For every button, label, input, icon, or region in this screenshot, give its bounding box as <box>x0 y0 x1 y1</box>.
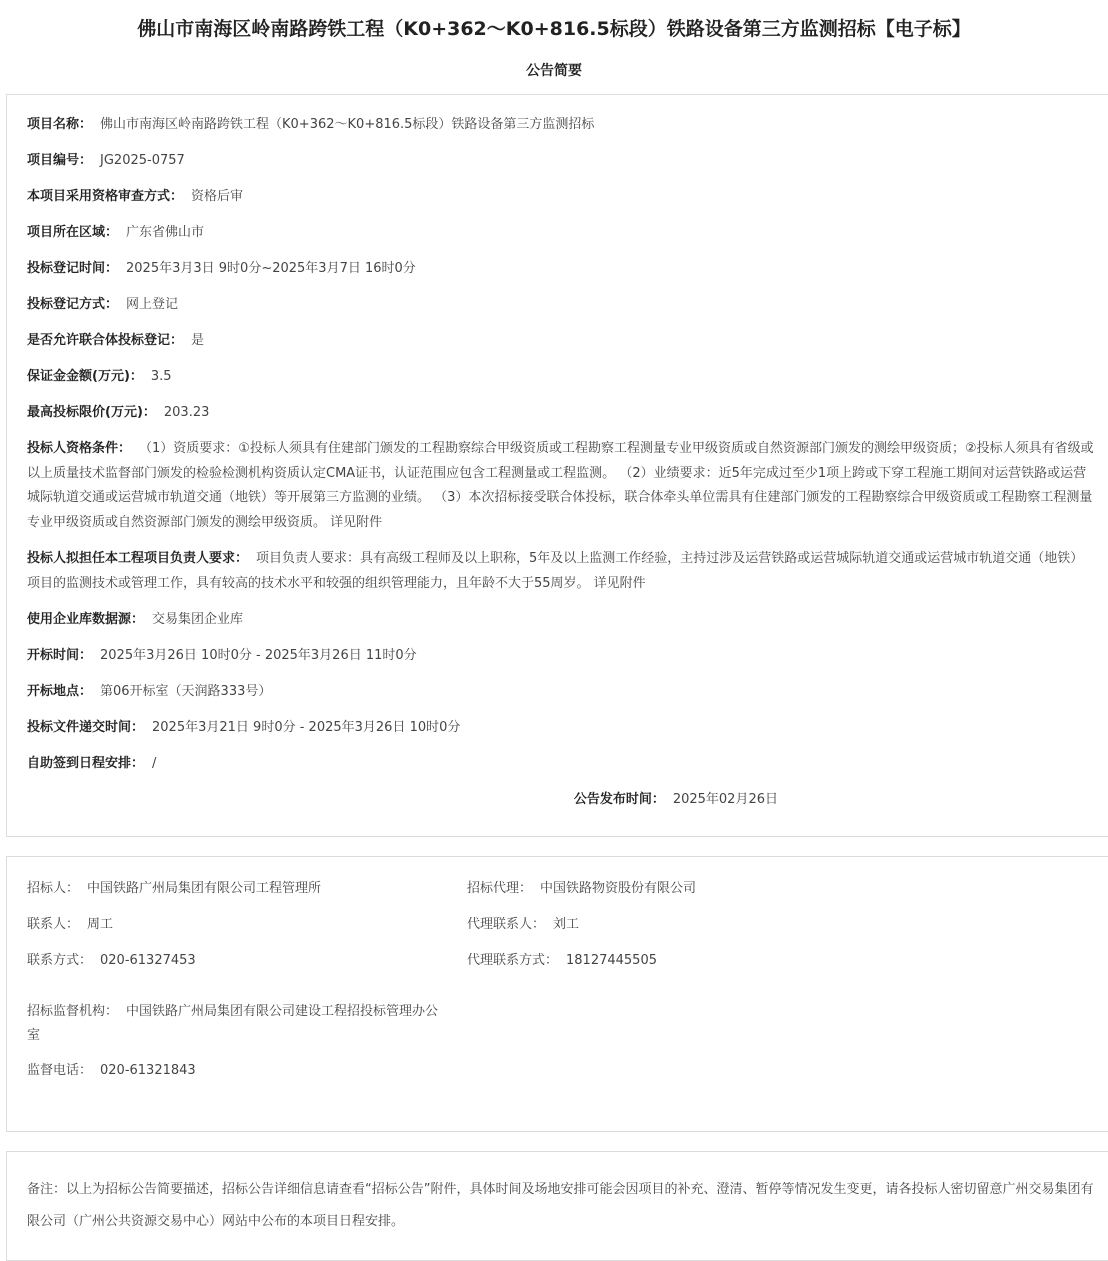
contact-value: 中国铁路广州局集团有限公司建设工程招投标管理办公室 <box>27 1004 439 1043</box>
contact-value: 020-61321843 <box>100 1063 196 1078</box>
field-label: 投标文件递交时间： <box>27 720 145 735</box>
field-label: 投标人资格条件： <box>27 441 132 456</box>
field-value: 3.5 <box>150 369 172 384</box>
field-label: 项目所在区域： <box>27 225 119 240</box>
contact-label: 联系人： <box>27 917 80 932</box>
publish-value: 2025年02月26日 <box>672 792 778 807</box>
field-label: 是否允许联合体投标登记： <box>27 333 184 348</box>
contact-label: 联系方式： <box>27 953 93 968</box>
field-value: JG2025-0757 <box>100 153 185 168</box>
field-value: 2025年3月26日 10时0分 - 2025年3月26日 11时0分 <box>100 648 417 663</box>
field-value: （1）资质要求：①投标人须具有住建部门颁发的工程勘察综合甲级资质或工程勘察工程测量专业甲级资质或自然资源部门颁发的测绘甲级资质；②投标人须具有省级或以上质量技术监督部门颁发的检验检测机构资质认定CMA证书，认证范围应包含工程测量或工程监测。 （2）业绩要求：近5年完成过至少1项上跨或下穿工程施工期间对运营铁路或运营城际轨道交通或运营城市轨道交通（地铁）等开展第三方监测的业绩。 （3）本次招标接受联合体投标，联合体牵头单位需具有住建部门颁发的工程勘察综合甲级资质或工程勘察工程测量专业甲级资质或自然资源部门颁发的测绘甲级资质。 详见附件 <box>27 441 1094 530</box>
field-label: 投标人拟担任本工程项目负责人要求： <box>27 551 249 566</box>
contact-label: 招标代理： <box>467 881 533 896</box>
contact-item <box>27 877 321 901</box>
field-row <box>27 293 1096 317</box>
field-row <box>27 752 1096 776</box>
field-label: 投标登记时间： <box>27 261 119 276</box>
contact-item <box>27 949 196 973</box>
contact-item <box>27 913 113 937</box>
page-subtitle: 公告简要 <box>526 63 582 79</box>
contact-value: 020-61327453 <box>100 953 196 968</box>
field-value: 交易集团企业库 <box>152 612 244 627</box>
field-row <box>27 547 1096 596</box>
field-row <box>27 365 1096 389</box>
field-label: 项目名称： <box>27 117 93 132</box>
field-row <box>27 401 1096 425</box>
field-label: 投标登记方式： <box>27 297 119 312</box>
field-label: 项目编号： <box>27 153 93 168</box>
contact-item <box>27 1059 196 1083</box>
contact-value: 周工 <box>87 917 114 932</box>
field-value: 项目负责人要求：具有高级工程师及以上职称，5年及以上监测工作经验，主持过涉及运营铁路或运营城际轨道交通或运营城市轨道交通（地铁）项目的监测技术或管理工作，具有较高的技术水平和较强的组织管理能力，且年龄不大于55周岁。 详见附件 <box>27 551 1084 591</box>
field-value: 是 <box>191 333 205 348</box>
field-row <box>27 149 1096 173</box>
field-value: 203.23 <box>163 405 210 420</box>
field-row <box>27 221 1096 245</box>
publish-date <box>27 788 1096 812</box>
contact-item <box>467 877 696 901</box>
contact-label: 代理联系人： <box>467 917 546 932</box>
field-value: 广东省佛山市 <box>126 225 205 240</box>
field-row <box>27 437 1096 535</box>
page-title: 佛山市南海区岭南路跨铁工程（K0+362～K0+816.5标段）铁路设备第三方监测招标【电子标】 <box>137 18 971 40</box>
field-row <box>27 257 1096 281</box>
contact-value: 刘工 <box>553 917 580 932</box>
field-label: 最高投标限价(万元)： <box>27 405 156 420</box>
note-panel <box>6 1151 1108 1261</box>
field-value: 佛山市南海区岭南路跨铁工程（K0+362～K0+816.5标段）铁路设备第三方监测招标 <box>100 117 595 132</box>
field-label: 开标地点： <box>27 684 93 699</box>
field-label: 使用企业库数据源： <box>27 612 145 627</box>
field-row <box>27 185 1096 209</box>
contact-label: 监督电话： <box>27 1063 93 1078</box>
contact-item <box>467 949 657 973</box>
field-value: 资格后审 <box>191 189 244 204</box>
field-label: 本项目采用资格审查方式： <box>27 189 184 204</box>
field-label: 保证金金额(万元)： <box>27 369 143 384</box>
contact-value: 18127445505 <box>566 953 657 968</box>
contact-label: 代理联系方式： <box>467 953 559 968</box>
contact-label: 招标人： <box>27 881 80 896</box>
field-value: 网上登记 <box>126 297 179 312</box>
field-label: 开标时间： <box>27 648 93 663</box>
summary-panel <box>6 94 1108 837</box>
contact-item <box>467 913 579 937</box>
note-text: 备注：以上为招标公告简要描述，招标公告详细信息请查看“招标公告”附件，具体时间及场地安排可能会因项目的补充、澄清、暂停等情况发生变更，请各投标人密切留意广州交易集团有限公司（广州公共资源交易中心）网站中公布的本项目日程安排。 <box>27 1182 1094 1229</box>
field-row <box>27 329 1096 353</box>
contact-value: 中国铁路物资股份有限公司 <box>540 881 697 896</box>
contact-label: 招标监督机构： <box>27 1004 119 1019</box>
field-value: 第06开标室（天润路333号） <box>100 684 272 699</box>
publish-label: 公告发布时间： <box>573 792 665 807</box>
field-row <box>27 113 1096 137</box>
field-value: 2025年3月3日 9时0分~2025年3月7日 16时0分 <box>126 261 416 276</box>
field-value: / <box>152 756 157 771</box>
field-row <box>27 716 1096 740</box>
contacts-panel <box>6 856 1108 1132</box>
field-row <box>27 608 1096 632</box>
field-value: 2025年3月21日 9时0分 - 2025年3月26日 10时0分 <box>152 720 461 735</box>
field-label: 自助签到日程安排： <box>27 756 145 771</box>
contact-value: 中国铁路广州局集团有限公司工程管理所 <box>87 881 322 896</box>
field-row <box>27 680 1096 704</box>
contact-item <box>27 1000 447 1048</box>
field-row <box>27 644 1096 668</box>
